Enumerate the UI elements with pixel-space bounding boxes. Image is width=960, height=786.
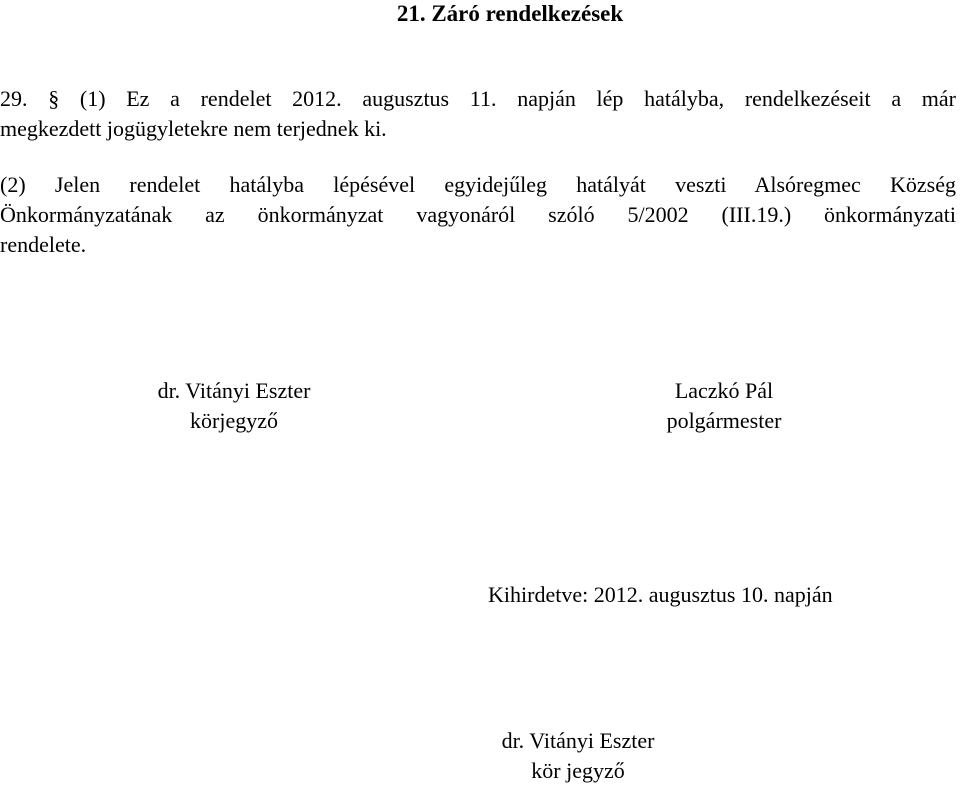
- section-heading: 21. Záró rendelkezések: [396, 1, 624, 26]
- paragraph-29-2: [0, 170, 956, 260]
- paragraph-line: 29. § (1) Ez a rendelet 2012. augusztus 11. napján lép hatályba, rendelkezéseit a már: [0, 86, 956, 111]
- signatory-title: körjegyző: [190, 408, 278, 433]
- signatory-name: dr. Vitányi Eszter: [501, 728, 655, 753]
- paragraph-line: rendelete.: [0, 232, 87, 257]
- signatory-title: polgármester: [666, 408, 782, 433]
- paragraph-line: (2) Jelen rendelet hatályba lépésével egyidejűleg hatályát veszti Alsóregmec Község: [0, 172, 956, 197]
- signature-block-promulgation: [478, 726, 678, 786]
- signatory-title: kör jegyző: [531, 758, 625, 783]
- signatory-name: dr. Vitányi Eszter: [157, 378, 311, 403]
- signatory-name: Laczkó Pál: [674, 378, 774, 403]
- paragraph-29-1: [0, 84, 956, 144]
- paragraph-line: megkezdett jogügyletekre nem terjednek ki.: [0, 116, 387, 141]
- paragraph-line: Önkormányzatának az önkormányzat vagyonáról szóló 5/2002 (III.19.) önkormányzati: [0, 202, 956, 227]
- signature-block-mayor: [624, 376, 824, 436]
- promulgation-date: Kihirdetve: 2012. augusztus 10. napján: [488, 582, 833, 607]
- signature-block-notary: [128, 376, 340, 436]
